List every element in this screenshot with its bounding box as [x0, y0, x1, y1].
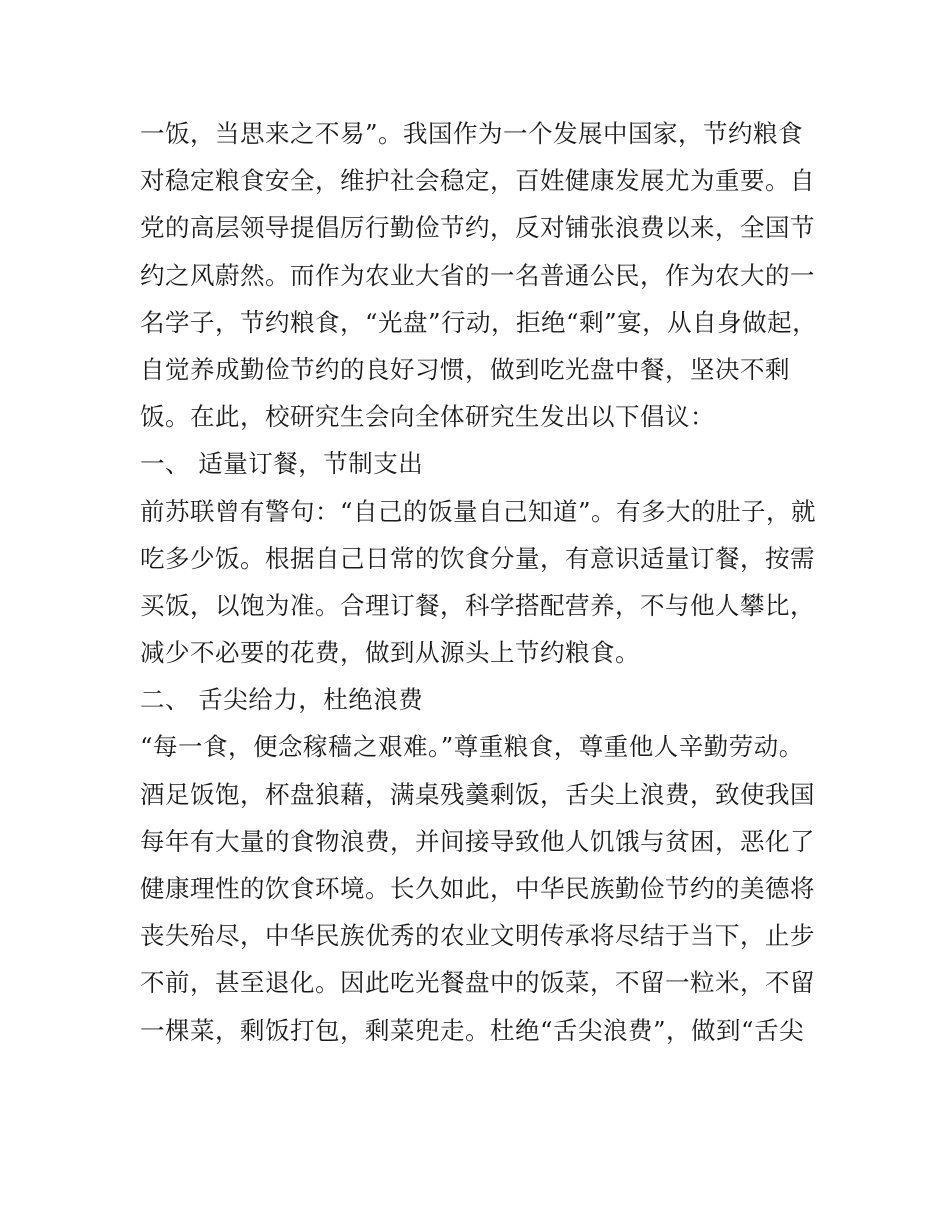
text-line: 健康理性的饮食环境。长久如此，中华民族勤俭节约的美德将 [140, 874, 815, 903]
text-line: 饭。在此，校研究生会向全体研究生发出以下倡议： [140, 402, 715, 432]
text-line: 丧失殆尽，中华民族优秀的农业文明传承将尽结于当下，止步 [140, 921, 815, 951]
text-line: 不前，甚至退化。因此吃光餐盘中的饭菜，不留一粒米，不留 [140, 968, 815, 998]
text-line: 酒足饭饱，杯盘狼藉，满桌残羹剩饭，舌尖上浪费，致使我国 [140, 779, 815, 809]
text-line: 一棵菜，剩饭打包，剩菜兜走。杜绝“舌尖浪费”，做到“舌尖 [140, 1015, 805, 1045]
text-line: 对稳定粮食安全，维护社会稳定，百姓健康发展尤为重要。自 [140, 166, 815, 196]
text-line: 党的高层领导提倡厉行勤俭节约，反对铺张浪费以来，全国节 [140, 213, 815, 243]
text-line: “每一食，便念稼穑之艰难。”尊重粮食，尊重他人辛勤劳动。 [140, 732, 804, 762]
text-line: 每年有大量的食物浪费，并间接导致他人饥饿与贫困，恶化了 [140, 826, 815, 856]
text-line: 自觉养成勤俭节约的良好习惯，做到吃光盘中餐，坚决不剩 [140, 354, 790, 384]
text-line: 前苏联曾有警句：“自己的饭量自己知道”。有多大的肚子，就 [140, 496, 817, 526]
text-line: 名学子，节约粮食，“光盘”行动，拒绝“剩”宴，从自身做起， [140, 307, 818, 337]
section-heading-1: 一、 适量订餐，节制支出 [140, 449, 424, 479]
text-line: 一饭，当思来之不易”。我国作为一个发展中国家，节约粮食 [140, 119, 804, 148]
text-line: 约之风蔚然。而作为农业大省的一名普通公民，作为农大的一 [140, 260, 815, 290]
text-line: 减少不必要的花费，做到从源头上节约粮食。 [140, 638, 640, 668]
body-text [140, 110, 820, 1054]
text-line: 吃多少饭。根据自己日常的饮食分量，有意识适量订餐，按需 [140, 543, 815, 573]
text-line: 买饭，以饱为准。合理订餐，科学搭配营养，不与他人攀比， [140, 590, 815, 620]
section-heading-2: 二、 舌尖给力，杜绝浪费 [140, 685, 424, 715]
